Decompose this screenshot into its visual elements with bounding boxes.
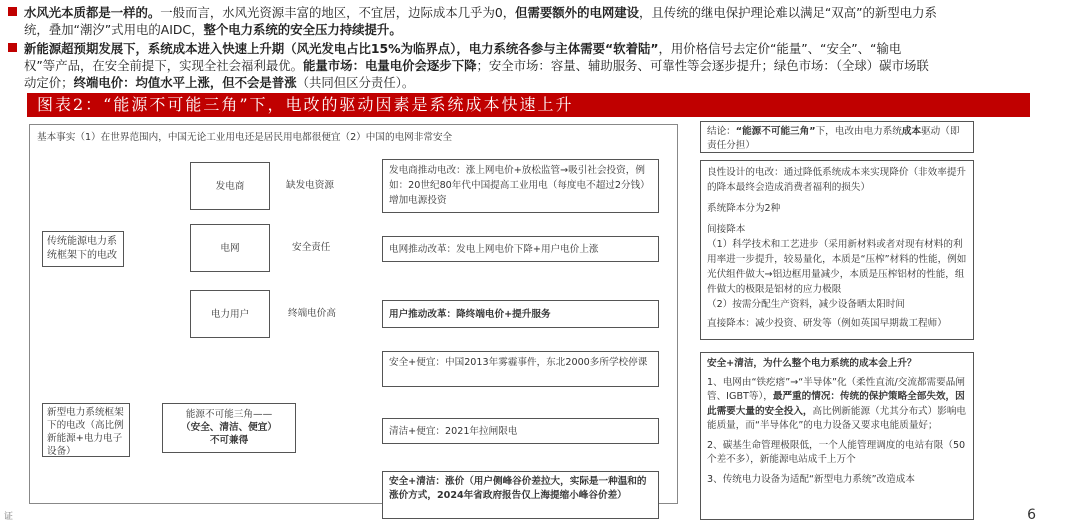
edge-label-gen: 缺发电资源 [286, 180, 334, 191]
q1-bold: 最严重的情况：传统的保护策略全部失效，因此需要大量的安全投入， [707, 391, 965, 417]
user-reform-box: 用户推动改革：降终端电价+提升服务 [382, 300, 659, 328]
cost-reduction-box [700, 160, 974, 340]
generator-box: 发电商 [190, 162, 270, 210]
indirect-title: 间接降本 [707, 224, 746, 235]
question-title: 安全+清洁，为什么整个电力系统的成本会上升？ [707, 358, 917, 369]
safe-clean-box: 安全+清洁：涨价（用户侧峰谷价差拉大，实际是一种温和的涨价方式，2024年省政府报告仅上海提缩小峰谷价差） [382, 471, 659, 519]
bullet-2-text-5: （共同但区分责任）。 [296, 75, 415, 90]
basic-fact-text: 基本事实（1）在世界范围内，中国无论工业用电还是居民用电都很便宜（2）中国的电网非常安全 [37, 132, 453, 143]
bullet-2-lead: 新能源超预期发展下，系统成本进入快速上升期（风光发电占比15%为临界点），电力系统各参与主体需要“软着陆” [24, 41, 659, 56]
grid-box: 电网 [190, 224, 270, 272]
impossible-triangle-box [162, 403, 296, 453]
bullet-2-text-4: 动定价； [24, 75, 74, 90]
bullet-2-text: ，用价格信号去定价“能量”、“安全”、“输电 [658, 41, 902, 56]
user-box: 电力用户 [190, 290, 270, 338]
traditional-system-box: 传统能源电力系统框架下的电改 [42, 231, 124, 267]
triangle-line-2: （安全、清洁、便宜） [181, 422, 277, 433]
edge-label-grid: 安全责任 [292, 242, 331, 253]
gen-reform-box: 发电商推动电改：涨上网电价+放松监管→吸引社会投资，例如：20世纪80年代中国提高工业用电（每度电不超过2分钱）增加电源投资 [382, 159, 659, 213]
conclusion-text-c: 下，电改由电力系统 [815, 126, 902, 137]
bullet-2-text-2: 权”等产品，在安全前提下，实现全社会福利最优。 [24, 58, 304, 73]
conclusion-bold-d: 成本 [901, 126, 922, 137]
bullet-2-text-3: ；安全市场：容量、辅助服务、可靠性等会逐步提升；绿色市场：（全球）碳市场联 [476, 58, 929, 73]
page-number: 6 [1027, 507, 1036, 523]
bullet-1-bold-2: 整个电力系统的安全压力持续提升。 [203, 22, 402, 37]
indirect-item-2: （2）按需分配生产资料，减少设备晒太阳时间 [707, 299, 905, 310]
bullet-1-text: 一般而言，水风光资源丰富的地区，不宜居，边际成本几乎为0， [160, 5, 516, 20]
indirect-item-1: （1）科学技术和工艺进步（采用新材料或者对现有材料的利用率进一步提升，较易量化，本质是“压榨”材料的性能，例如光伏组件做大→铝边框用量减少，本质是压榨铝材的性能，组件做大的极限是铝材的应力极限 [707, 239, 967, 295]
bullet-2-bold: 能量市场：电量电价会逐步下降 [303, 58, 477, 73]
bullet-1-text-3: 统，叠加“潮汐”式用电的AIDC， [24, 22, 204, 37]
conclusion-bold-b: “能源不可能三角” [735, 126, 816, 137]
safe-clean-question-box [700, 352, 974, 520]
safe-cheap-box: 安全+便宜：中国2013年雾霾事件，东北2000多所学校停课 [382, 351, 659, 387]
edge-label-user: 终端电价高 [288, 308, 336, 319]
two-kinds-text: 系统降本分为2种 [707, 203, 781, 214]
triangle-line-3: 不可兼得 [209, 435, 249, 446]
figure-title: 图表2：“能源不可能三角”下，电改的驱动因素是系统成本快速上升 [37, 95, 574, 114]
conclusion-text-e: 驱动（即责任分担） [707, 126, 960, 151]
q1-text-a: 1、电网由“铁疙瘩”→“半导体”化（柔性直流/交流都需要晶闸管、IGBT等）， [707, 376, 965, 402]
bullet-2-bold-2: 终端电价：均值水平上涨，但不会是普涨 [73, 75, 297, 90]
corner-mark: 证 [4, 512, 14, 522]
bullet-1-lead: 水风光本质都是一样的。 [24, 5, 161, 20]
bullet-1-text-2: ，且传统的继电保护理论难以满足“双高”的新型电力系 [639, 5, 937, 20]
good-design-text: 良性设计的电改：通过降低系统成本来实现降价（非效率提升的降本最终会造成消费者福利的损失） [707, 167, 967, 193]
triangle-line-1: 能源不可能三角—— [185, 409, 273, 420]
question-item-2: 2、碳基生命管理极限低，一个人能管理调度的电站有限（50个差不多），新能源电站成千上万个 [707, 439, 966, 465]
grid-reform-box: 电网推动改革：发电上网电价下降+用户电价上涨 [382, 236, 659, 262]
clean-cheap-box: 清洁+便宜：2021年拉闸限电 [382, 418, 659, 444]
new-system-box: 新型电力系统框架下的电改（高比例新能源+电力电子设备） [42, 403, 130, 457]
question-item-1 [707, 376, 967, 434]
q1-text-c: 高比例新能源（尤其分布式）影响电能质量，而“半导体化”的电力设备又要求电能质量好； [707, 405, 967, 431]
bullet-1-bold: 但需要额外的电网建设 [515, 5, 640, 20]
question-item-3: 3、传统电力设备为适配“新型电力系统”改造成本 [707, 473, 915, 485]
conclusion-text-a: 结论： [707, 126, 736, 137]
direct-text: 直接降本：减少投资、研发等（例如英国早期裁工程师） [707, 318, 947, 329]
conclusion-box [700, 121, 974, 153]
